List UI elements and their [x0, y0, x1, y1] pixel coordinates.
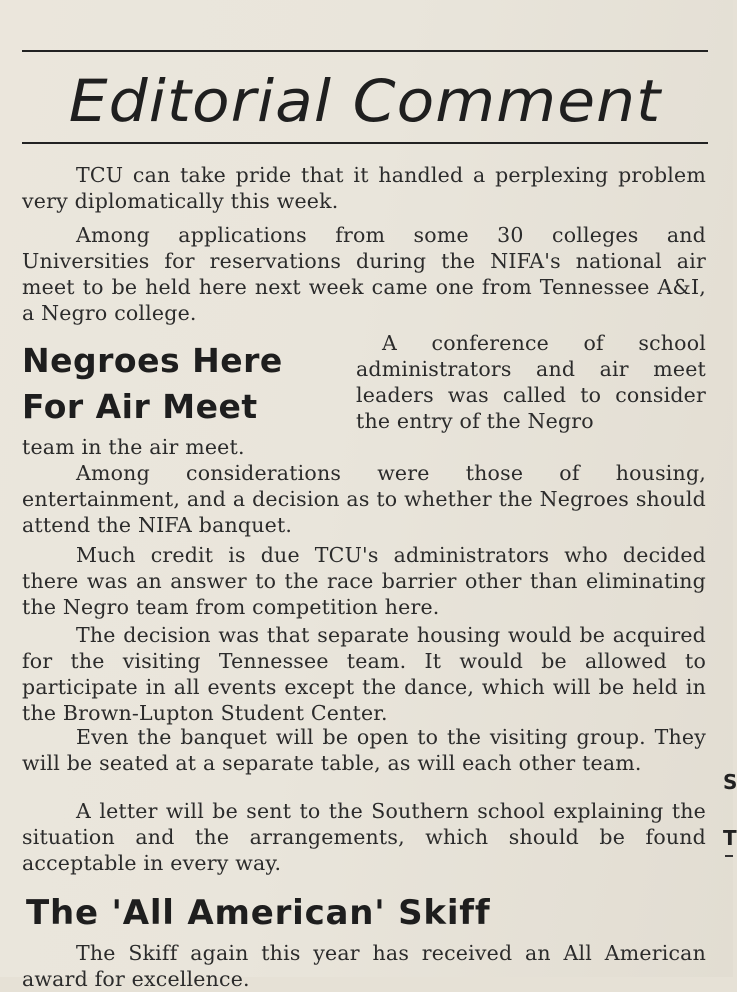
subhead-line-1: Negroes Here: [22, 341, 283, 380]
paragraph-5: Much credit is due TCU's administrators who decided there was an answer to the race barrier other than eliminating the Negro team from competition here.: [22, 543, 706, 619]
masthead-bottom-rule: [22, 142, 708, 144]
paragraph-3-side: A conference of school administrators and air meet leaders was called to consider the entry of the Negro: [356, 331, 706, 433]
masthead-title: Editorial Comment: [68, 67, 662, 135]
masthead-top-rule: [22, 50, 708, 52]
subhead-line-2: For Air Meet: [22, 387, 258, 426]
paragraph-2: Among applications from some 30 colleges and Universities for reservations during the NIFA's national air meet to be held here next week came one from Tennessee A&I, a Negro college.: [22, 223, 706, 325]
paragraph-7: Even the banquet will be open to the visiting group. They will be seated at a separate table, as will each other team.: [22, 725, 706, 775]
skiff-paragraph-1: The Skiff again this year has received an All American award for excellence.: [22, 941, 706, 991]
skiff-headline: The 'All American' Skiff: [26, 893, 491, 933]
margin-fragment-rule: [725, 855, 733, 857]
paragraph-4: Among considerations were those of housing, entertainment, and a decision as to whether the Negroes should attend the NIFA banquet.: [22, 461, 706, 537]
paragraph-8: A letter will be sent to the Southern school explaining the situation and the arrangements, which should be found acceptable in every way.: [22, 799, 706, 875]
paragraph-1: TCU can take pride that it handled a perplexing problem very diplomatically this week.: [22, 163, 706, 213]
paragraph-3-continued: team in the air meet.: [22, 435, 245, 459]
margin-fragment-letter: T: [723, 826, 737, 850]
paragraph-6: The decision was that separate housing would be acquired for the visiting Tennessee team. It would be allowed to participate in all events except the dance, which will be held in the Brown-Lupton Student Center.: [22, 623, 706, 725]
margin-fragment-mark: S: [723, 770, 737, 794]
